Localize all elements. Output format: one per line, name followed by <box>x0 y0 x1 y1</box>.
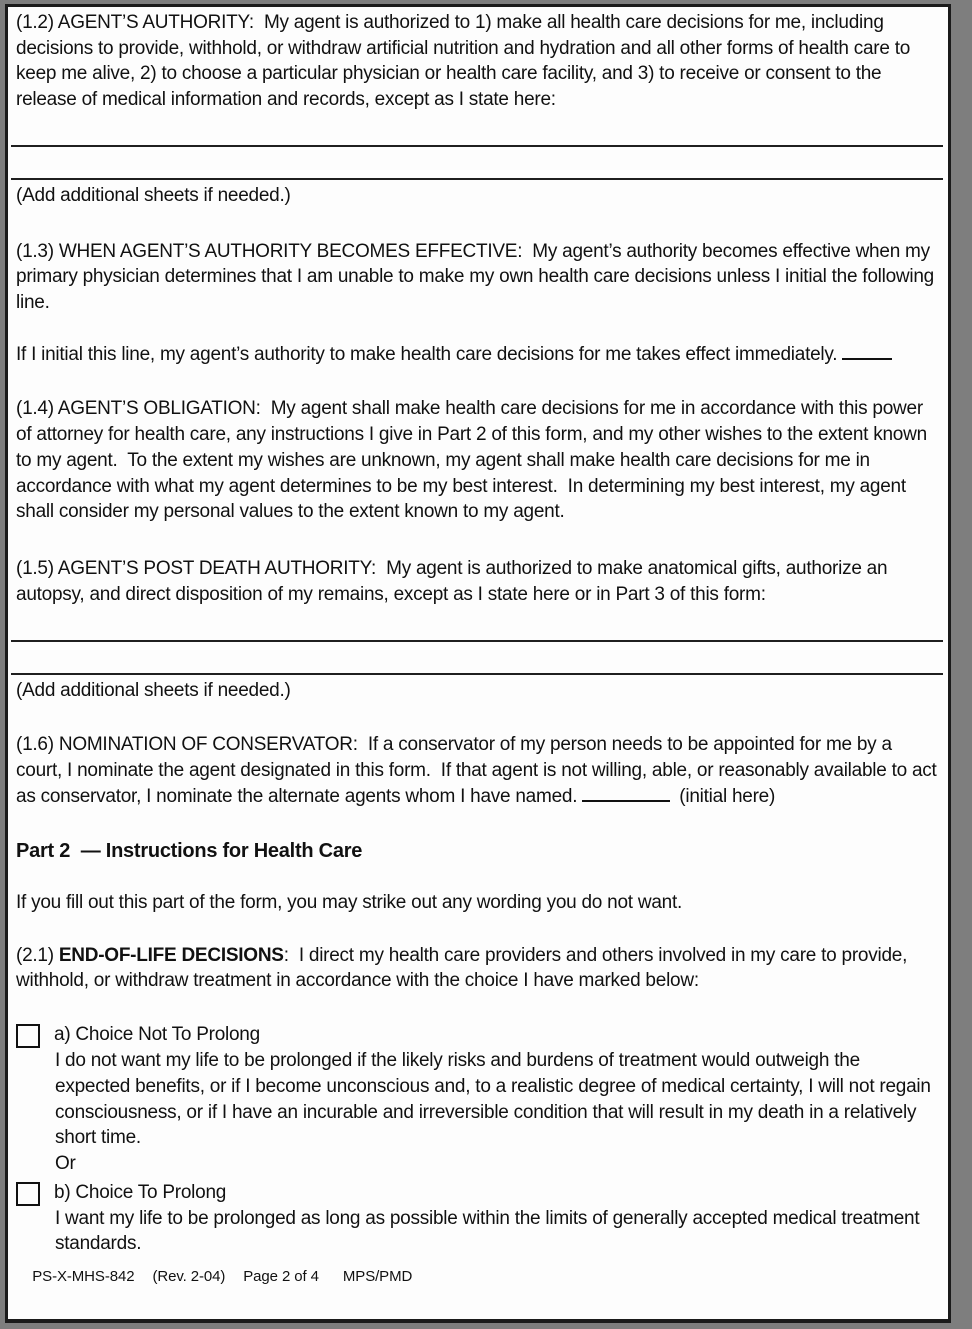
form-code: MPS/PMD <box>342 1267 413 1285</box>
write-in-line-2[interactable] <box>11 178 943 180</box>
choice-a-row <box>16 1022 940 1048</box>
section-1-3-initial-sentence <box>16 342 940 368</box>
part-2-intro: If you fill out this part of the form, you may strike out any wording you do not want. <box>16 892 683 914</box>
section-1-5-paragraph: (1.5) AGENT’S POST DEATH AUTHORITY: My agent is authorized to make anatomical gifts, authorize an autopsy, and direct disposition of my remains, except as I state here or in Part 3 of this form: <box>16 557 893 605</box>
part-2-heading: Part 2 — Instructions for Health Care <box>16 840 363 863</box>
write-in-line-3[interactable] <box>11 640 943 642</box>
section-1-3-paragraph: (1.3) WHEN AGENT’S AUTHORITY BECOMES EFFECTIVE: My agent’s authority becomes effective when my primary physician determines that I am unable to make my own health care decisions unless I initial the following line. <box>16 240 940 313</box>
section-1-2-paragraph: (1.2) AGENT’S AUTHORITY: My agent is authorized to 1) make all health care decisions for me, including decisions to provide, withhold, or withdraw artificial nutrition and hydration and all other forms of health care to keep me alive, 2) to choose a particular physician or health care facility, and 3) to receive or consent to the release of medical information and records, except as I state here: <box>16 12 916 111</box>
choices-or-separator: Or <box>55 1152 76 1174</box>
initial-sentence-text: If I initial this line, my agent’s authority to make health care decisions for me takes effect immediately. <box>16 343 843 365</box>
section-1-6-paragraph <box>16 732 940 809</box>
section-2-1-rest: : I direct my health care providers and others involved in my care to provide, withhold, or withdraw treatment in accordance with the choice I have marked below: <box>16 944 913 992</box>
add-sheets-note-1: (Add additional sheets if needed.) <box>16 184 291 206</box>
section-2-1-prefix: (2.1) <box>16 944 59 966</box>
write-in-line-4[interactable] <box>11 673 943 675</box>
page-number-label: Page 2 of 4 <box>243 1267 319 1285</box>
revision-label: (Rev. 2-04) <box>152 1267 226 1285</box>
choice-a-label: a) Choice Not To Prolong <box>54 1024 260 1046</box>
section-2-1-paragraph <box>16 943 940 994</box>
add-sheets-note-2: (Add additional sheets if needed.) <box>16 680 291 702</box>
immediate-effect-initial-blank[interactable] <box>842 342 892 360</box>
page-footer <box>16 1238 430 1315</box>
choice-b-label: b) Choice To Prolong <box>54 1181 227 1203</box>
form-number: PS-X-MHS-842 <box>32 1267 135 1285</box>
end-of-life-decisions-label: END-OF-LIFE DECISIONS <box>58 944 284 966</box>
choice-b-checkbox[interactable] <box>16 1182 40 1206</box>
section-1-6-text: (1.6) NOMINATION OF CONSERVATOR: If a conservator of my person needs to be appointed for me by a court, I nominate the agent designated in this form. If that agent is not willing, able, or reasonably available to act as conservator, I nominate the alternate agents whom I have named. <box>16 734 942 807</box>
choice-a-checkbox[interactable] <box>16 1024 40 1048</box>
choice-b-row <box>16 1180 940 1206</box>
write-in-line-1[interactable] <box>11 145 943 147</box>
section-1-4-paragraph: (1.4) AGENT’S OBLIGATION: My agent shall make health care decisions for me in accordance with this power of attorney for health care, any instructions I give in Part 2 of this form, and my other wishes to the extent known to my agent. To the extent my wishes are unknown, my agent shall make health care decisions for me in accordance with what my agent determines to be my best interest. In determining my best interest, my agent shall consider my personal values to the extent known to my agent. <box>16 398 932 523</box>
conservator-initial-blank[interactable] <box>582 784 670 802</box>
choice-b-description: I want my life to be prolonged as long as possible within the limits of generally accepted medical treatment standards. <box>55 1207 925 1255</box>
form-page <box>5 4 951 1323</box>
initial-here-label: (initial here) <box>674 785 776 807</box>
choice-a-description: I do not want my life to be prolonged if the likely risks and burdens of treatment would outweigh the expected benefits, or if I become unconscious and, to a realistic degree of medical certainty, I will not regain consciousness, or if I have an incurable and irreversible condition that will result in my death in a relatively short time. <box>55 1050 936 1149</box>
